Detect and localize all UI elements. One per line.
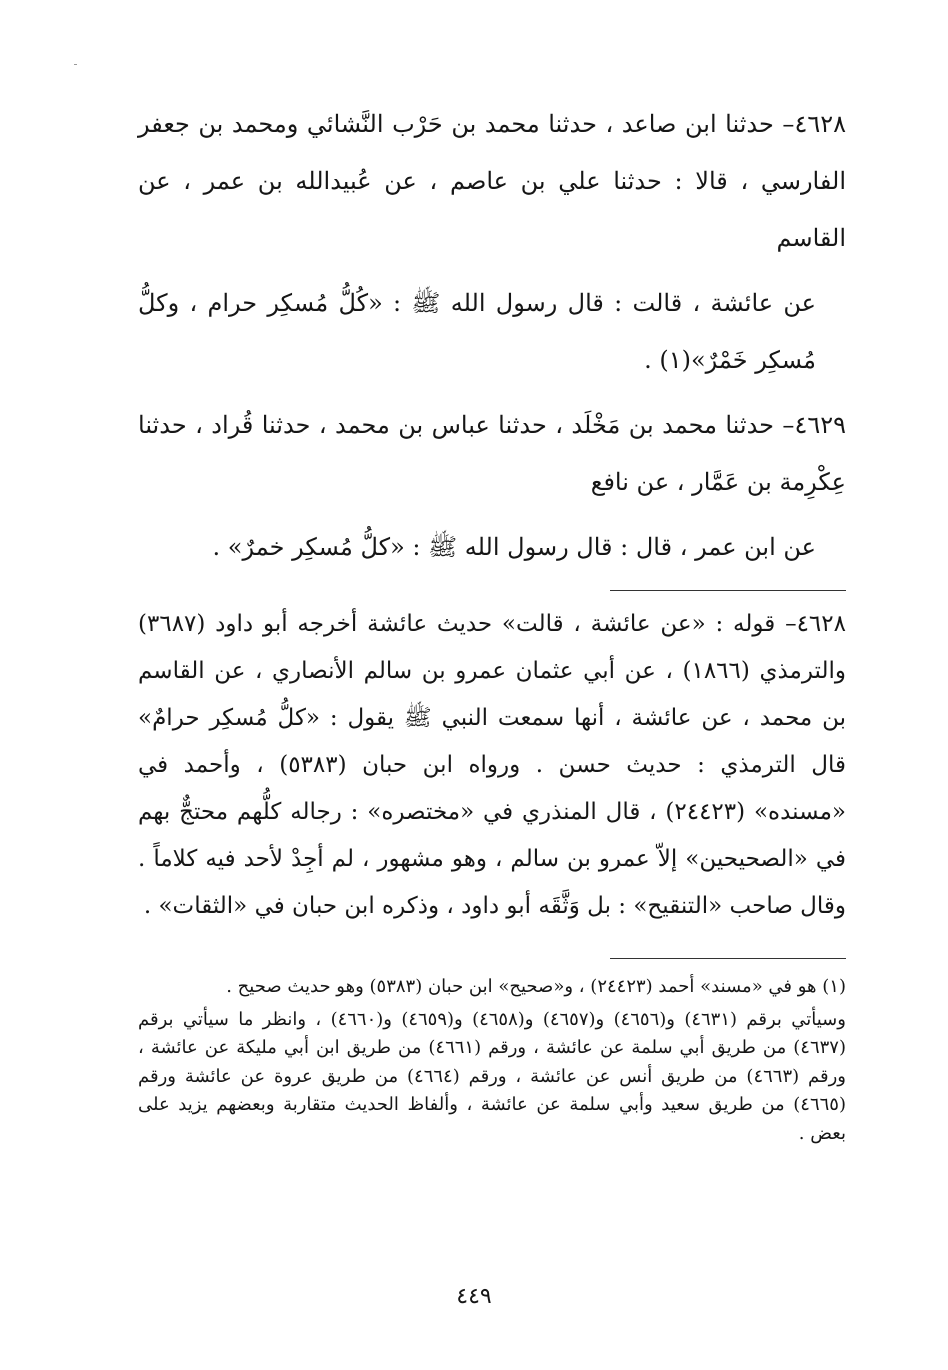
footnote-section xyxy=(138,973,846,1148)
hadith-4629-matn: عن ابن عمر ، قال : قال رسول الله ﷺ : «كلُّ مُسكِر خمرٌ» . xyxy=(212,533,816,561)
page-number: ٤٤٩ xyxy=(456,1284,492,1309)
commentary-divider xyxy=(610,590,846,591)
main-text xyxy=(138,96,846,576)
page-body xyxy=(138,96,846,1148)
commentary-4628: ٤٦٢٨– قوله : «عن عائشة ، قالت» حديث عائشة أخرجه أبو داود (٣٦٨٧) والترمذي (١٨٦٦) ، عن أبي عثمان عمرو بن سالم الأنصاري ، عن القاسم بن محمد ، عن عائشة ، أنها سمعت النبي ﷺ يقول : «كلُّ مُسكِر حرامٌ» قال الترمذي : حديث حسن . ورواه ابن حبان (٥٣٨٣) ، وأحمد في «مسنده» (٢٤٤٢٣) ، قال المنذري في «مختصره» : رجاله كلُّهم محتجٌّ بهم في «الصحيحين» إلاّ عمرو بن سالم ، وهو مشهور ، لم أجِدْ لأحد فيه كلاماً . وقال صاحب «التنقيح» : بل وَثَّقَه أبو داود ، وذكره ابن حبان في «الثقات» . xyxy=(138,611,846,919)
scan-speck xyxy=(74,64,77,65)
commentary-section xyxy=(138,601,846,930)
hadith-4628-matn: عن عائشة ، قالت : قال رسول الله ﷺ : «كُلُّ مُسكِر حرام ، وكلُّ مُسكِر خَمْرٌ»(١) . xyxy=(138,289,816,374)
hadith-4629-isnad: ٤٦٢٩– حدثنا محمد بن مَخْلَد ، حدثنا عباس بن محمد ، حدثنا قُراد ، حدثنا عِكْرِمة بن عَمَّار ، عن نافع xyxy=(138,411,846,496)
footnote-1-continued: وسيأتي برقم (٤٦٣١) و(٤٦٥٦) و(٤٦٥٧) و(٤٦٥٨) و(٤٦٥٩) و(٤٦٦٠) ، وانظر ما سيأتي برقم (٤٦٣٧) من طريق أبي سلمة عن عائشة ، ورقم (٤٦٦١) من طريق ابن أبي مليكة عن عائشة ، ورقم (٤٦٦٣) من طريق أنس عن عائشة ، ورقم (٤٦٦٤) من طريق عروة عن عائشة ورقم (٤٦٦٥) من طريق سعيد وأبي سلمة عن عائشة ، وألفاظ الحديث متقاربة وبعضهم يزيد على بعض . xyxy=(138,1008,847,1144)
footnote-divider xyxy=(610,958,846,959)
hadith-4628-isnad: ٤٦٢٨– حدثنا ابن صاعد ، حدثنا محمد بن حَرْب النَّشائي ومحمد بن جعفر الفارسي ، قالا : حدثنا علي بن عاصم ، عن عُبيدالله بن عمر ، عن القاسم xyxy=(138,110,846,252)
footnote-1: (١) هو في «مسند» أحمد (٢٤٤٢٣) ، و«صحيح» ابن حبان (٥٣٨٣) وهو حديث صحيح . xyxy=(226,976,846,997)
